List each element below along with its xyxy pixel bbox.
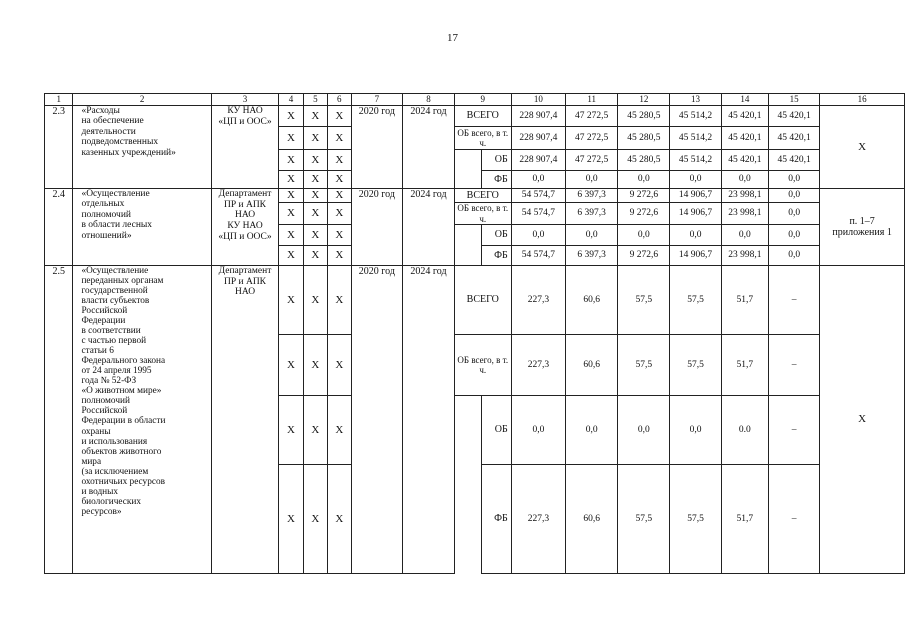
funding-source: ФБ — [482, 246, 512, 266]
executor: КУ НАО «ЦП и ООС» — [211, 106, 279, 189]
amount-cell: 45 420,1 — [721, 150, 768, 171]
x-mark: Х — [279, 465, 303, 574]
amount-cell: 60,6 — [566, 335, 618, 396]
x-mark: Х — [279, 203, 303, 225]
x-mark: Х — [328, 465, 351, 574]
amount-cell: 45 280,5 — [618, 150, 670, 171]
funding-source: ВСЕГО — [454, 106, 511, 127]
amount-cell: 6 397,3 — [566, 246, 618, 266]
funding-source: ОБ — [482, 396, 512, 465]
x-mark: Х — [303, 203, 327, 225]
column-number: 8 — [403, 94, 455, 106]
amount-cell: 23 998,1 — [721, 246, 768, 266]
row-number: 2.4 — [45, 189, 73, 266]
amount-cell: 0,0 — [566, 396, 618, 465]
x-mark: Х — [279, 225, 303, 246]
funding-source: ФБ — [482, 465, 512, 574]
amount-cell: 54 574,7 — [511, 203, 565, 225]
amount-cell: 51,7 — [721, 266, 768, 335]
amount-cell: 0,0 — [769, 225, 820, 246]
amount-cell: 14 906,7 — [670, 189, 721, 203]
amount-cell: 9 272,6 — [618, 203, 670, 225]
x-mark: Х — [328, 396, 351, 465]
x-mark: Х — [279, 335, 303, 396]
amount-cell: 54 574,7 — [511, 246, 565, 266]
x-mark: Х — [279, 106, 303, 127]
x-mark: Х — [328, 106, 351, 127]
amount-cell: 0,0 — [618, 225, 670, 246]
table-row — [45, 106, 905, 127]
amount-cell: 54 574,7 — [511, 189, 565, 203]
note-cell: Х — [820, 106, 905, 189]
x-mark: Х — [328, 203, 351, 225]
x-mark: Х — [328, 150, 351, 171]
column-number: 10 — [511, 94, 565, 106]
amount-cell: 9 272,6 — [618, 246, 670, 266]
end-year: 2024 год — [403, 189, 455, 266]
page-number: 17 — [447, 32, 458, 44]
column-number: 3 — [211, 94, 279, 106]
x-mark: Х — [279, 246, 303, 266]
amount-cell: 0,0 — [670, 396, 721, 465]
indent-spacer — [454, 150, 481, 189]
amount-cell: – — [769, 266, 820, 335]
amount-cell: – — [769, 396, 820, 465]
amount-cell: 57,5 — [670, 266, 721, 335]
x-mark: Х — [303, 171, 327, 189]
amount-cell: 60,6 — [566, 465, 618, 574]
amount-cell: 45 420,1 — [721, 106, 768, 127]
amount-cell: – — [769, 465, 820, 574]
amount-cell: 6 397,3 — [566, 189, 618, 203]
amount-cell: 0,0 — [511, 225, 565, 246]
x-mark: Х — [303, 246, 327, 266]
x-mark: Х — [303, 266, 327, 335]
column-number: 16 — [820, 94, 905, 106]
funding-source: ОБ — [482, 150, 512, 171]
column-number: 14 — [721, 94, 768, 106]
row-number: 2.5 — [45, 266, 73, 574]
amount-cell: 0.0 — [721, 396, 768, 465]
amount-cell: 45 514,2 — [670, 127, 721, 150]
amount-cell: 45 280,5 — [618, 127, 670, 150]
column-number: 7 — [351, 94, 403, 106]
x-mark: Х — [279, 266, 303, 335]
amount-cell: 23 998,1 — [721, 203, 768, 225]
amount-cell: 0,0 — [670, 225, 721, 246]
amount-cell: 45 420,1 — [721, 127, 768, 150]
column-number: 13 — [670, 94, 721, 106]
amount-cell: – — [769, 335, 820, 396]
executor: Департамент ПР и АПК НАО — [211, 266, 279, 574]
x-mark: Х — [303, 127, 327, 150]
amount-cell: 47 272,5 — [566, 150, 618, 171]
amount-cell: 0,0 — [670, 171, 721, 189]
amount-cell: 228 907,4 — [511, 127, 565, 150]
amount-cell: 47 272,5 — [566, 106, 618, 127]
amount-cell: 0,0 — [769, 189, 820, 203]
note-cell: Х — [820, 266, 905, 574]
amount-cell: 0,0 — [566, 171, 618, 189]
amount-cell: 45 420,1 — [769, 106, 820, 127]
x-mark: Х — [279, 189, 303, 203]
column-number: 5 — [303, 94, 327, 106]
x-mark: Х — [303, 335, 327, 396]
column-number: 15 — [769, 94, 820, 106]
amount-cell: 57,5 — [670, 335, 721, 396]
x-mark: Х — [328, 225, 351, 246]
x-mark: Х — [328, 127, 351, 150]
executor: Департамент ПР и АПК НАО КУ НАО «ЦП и ООС» — [211, 189, 279, 266]
amount-cell: 0,0 — [769, 203, 820, 225]
start-year: 2020 год — [351, 106, 403, 189]
amount-cell: 227,3 — [511, 335, 565, 396]
x-mark: Х — [279, 396, 303, 465]
amount-cell: 51,7 — [721, 465, 768, 574]
amount-cell: 227,3 — [511, 465, 565, 574]
x-mark: Х — [303, 465, 327, 574]
end-year: 2024 год — [403, 266, 455, 574]
amount-cell: 60,6 — [566, 266, 618, 335]
amount-cell: 47 272,5 — [566, 127, 618, 150]
x-mark: Х — [303, 189, 327, 203]
x-mark: Х — [303, 106, 327, 127]
column-number: 6 — [328, 94, 351, 106]
row-number: 2.3 — [45, 106, 73, 189]
end-year: 2024 год — [403, 106, 455, 189]
x-mark: Х — [303, 225, 327, 246]
amount-cell: 228 907,4 — [511, 106, 565, 127]
amount-cell: 45 280,5 — [618, 106, 670, 127]
amount-cell: 6 397,3 — [566, 203, 618, 225]
column-number-row — [45, 94, 905, 106]
activity-name: «Осуществление отдельных полномочий в области лесных отношений» — [73, 189, 211, 266]
amount-cell: 9 272,6 — [618, 189, 670, 203]
indent-spacer — [454, 396, 481, 574]
column-number: 4 — [279, 94, 303, 106]
column-number: 12 — [618, 94, 670, 106]
amount-cell: 51,7 — [721, 335, 768, 396]
amount-cell: 228 907,4 — [511, 150, 565, 171]
x-mark: Х — [279, 150, 303, 171]
start-year: 2020 год — [351, 189, 403, 266]
column-number: 9 — [454, 94, 511, 106]
note-cell: п. 1–7 приложения 1 — [820, 189, 905, 266]
amount-cell: 0,0 — [721, 225, 768, 246]
column-number: 11 — [566, 94, 618, 106]
amount-cell: 57,5 — [618, 335, 670, 396]
funding-source: ВСЕГО — [454, 266, 511, 335]
x-mark: Х — [328, 246, 351, 266]
amount-cell: 45 420,1 — [769, 150, 820, 171]
activity-name: «Расходы на обеспечение деятельности подведомственных казенных учреждений» — [73, 106, 211, 189]
amount-cell: 45 514,2 — [670, 150, 721, 171]
x-mark: Х — [328, 171, 351, 189]
column-number: 2 — [73, 94, 211, 106]
x-mark: Х — [279, 171, 303, 189]
amount-cell: 0,0 — [618, 396, 670, 465]
activity-name: «Осуществление переданных органам государственной власти субъектов Российской Федерации в соответствии с частью первой статьи 6 Федерального закона от 24 апреля 1995 года № 52-ФЗ «О животном мире» полномочий Российской Федерации в области охраны и использования объектов животного мира (за исключением охотничьих ресурсов и водных биологических ресурсов» — [73, 266, 211, 574]
amount-cell: 57,5 — [670, 465, 721, 574]
amount-cell: 57,5 — [618, 266, 670, 335]
x-mark: Х — [328, 189, 351, 203]
x-mark: Х — [303, 396, 327, 465]
amount-cell: 0,0 — [511, 396, 565, 465]
program-activities-table — [44, 93, 905, 574]
x-mark: Х — [303, 150, 327, 171]
funding-source: ОБ всего, в т. ч. — [454, 203, 511, 225]
amount-cell: 0,0 — [769, 171, 820, 189]
funding-source: ВСЕГО — [454, 189, 511, 203]
column-number: 1 — [45, 94, 73, 106]
amount-cell: 23 998,1 — [721, 189, 768, 203]
funding-source: ОБ — [482, 225, 512, 246]
funding-source: ОБ всего, в т. ч. — [454, 127, 511, 150]
funding-source: ОБ всего, в т. ч. — [454, 335, 511, 396]
amount-cell: 45 514,2 — [670, 106, 721, 127]
table-row — [45, 266, 905, 335]
x-mark: Х — [279, 127, 303, 150]
amount-cell: 0,0 — [618, 171, 670, 189]
amount-cell: 0,0 — [769, 246, 820, 266]
x-mark: Х — [328, 266, 351, 335]
indent-spacer — [454, 225, 481, 266]
amount-cell: 227,3 — [511, 266, 565, 335]
start-year: 2020 год — [351, 266, 403, 574]
amount-cell: 14 906,7 — [670, 246, 721, 266]
amount-cell: 57,5 — [618, 465, 670, 574]
table-row — [45, 189, 905, 203]
amount-cell: 45 420,1 — [769, 127, 820, 150]
amount-cell: 0,0 — [566, 225, 618, 246]
funding-source: ФБ — [482, 171, 512, 189]
x-mark: Х — [328, 335, 351, 396]
amount-cell: 14 906,7 — [670, 203, 721, 225]
amount-cell: 0,0 — [511, 171, 565, 189]
amount-cell: 0,0 — [721, 171, 768, 189]
